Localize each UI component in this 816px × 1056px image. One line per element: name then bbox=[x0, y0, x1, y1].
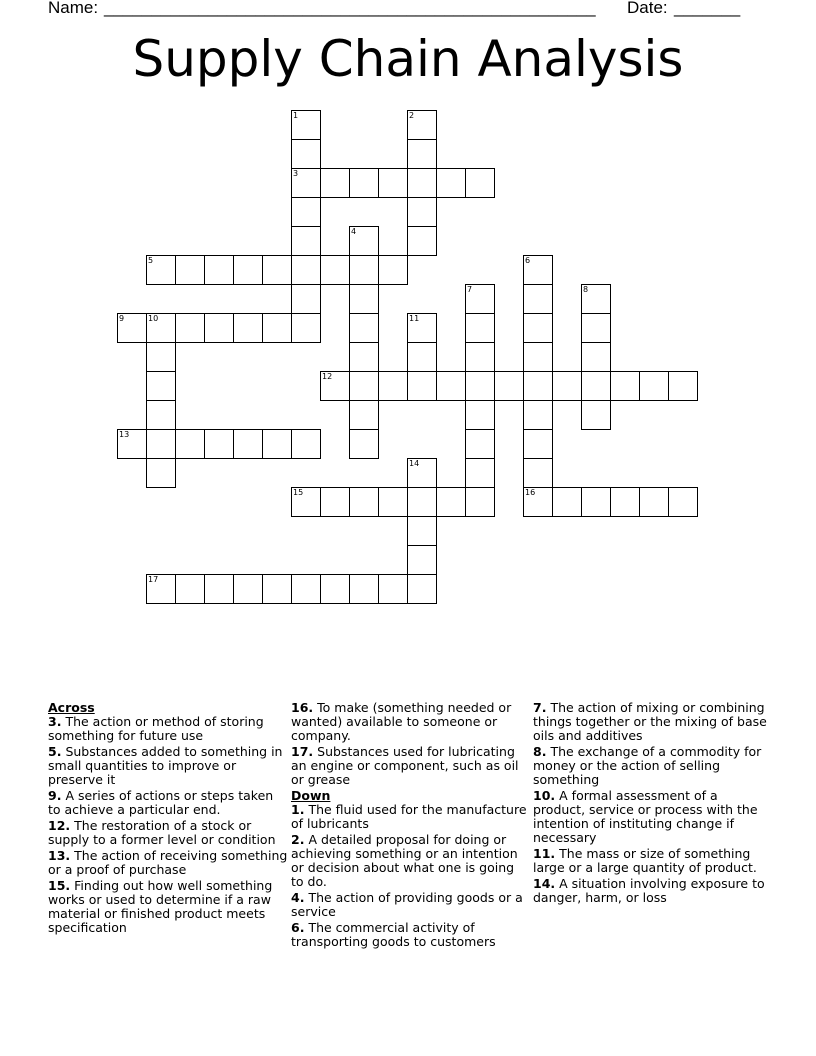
grid-cell[interactable] bbox=[117, 429, 147, 459]
clue-number: 9 bbox=[119, 314, 125, 323]
grid-cell[interactable] bbox=[291, 429, 321, 459]
grid-cell[interactable] bbox=[233, 313, 263, 343]
grid-cell[interactable] bbox=[581, 284, 611, 314]
clue-down-4: 4. The action of providing goods or a service bbox=[291, 890, 523, 919]
grid-cell[interactable] bbox=[523, 313, 553, 343]
grid-cell[interactable] bbox=[639, 371, 669, 401]
grid-cell[interactable] bbox=[146, 342, 176, 372]
grid-cell[interactable] bbox=[465, 168, 495, 198]
clue-number: 17 bbox=[148, 575, 159, 584]
grid-cell[interactable] bbox=[610, 487, 640, 517]
grid-cell[interactable] bbox=[146, 313, 176, 343]
clue-across-3: 3. The action or method of storing something for future use bbox=[48, 714, 264, 743]
grid-cell[interactable] bbox=[523, 458, 553, 488]
grid-cell[interactable] bbox=[378, 168, 408, 198]
grid-cell[interactable] bbox=[291, 139, 321, 169]
grid-cell[interactable] bbox=[233, 429, 263, 459]
grid-cell[interactable] bbox=[175, 255, 205, 285]
name-label: Name: bbox=[48, 0, 99, 17]
grid-cell[interactable] bbox=[320, 255, 350, 285]
clue-across-16: 16. To make (something needed or wanted) available to someone or company. bbox=[291, 700, 512, 743]
grid-cell[interactable] bbox=[436, 168, 466, 198]
grid-cell[interactable] bbox=[581, 487, 611, 517]
clue-number: 10 bbox=[148, 314, 159, 323]
clue-column-2 bbox=[291, 701, 527, 951]
grid-cell[interactable] bbox=[291, 168, 321, 198]
clue-across-12: 12. The restoration of a stock or supply to a former level or condition bbox=[48, 818, 276, 847]
grid-cell[interactable] bbox=[262, 574, 292, 604]
grid-cell[interactable] bbox=[610, 371, 640, 401]
grid-cell[interactable] bbox=[407, 168, 437, 198]
grid-cell[interactable] bbox=[320, 574, 350, 604]
across-heading: Across bbox=[48, 700, 95, 715]
grid-cell[interactable] bbox=[581, 371, 611, 401]
grid-cell[interactable] bbox=[349, 371, 379, 401]
grid-cell[interactable] bbox=[639, 487, 669, 517]
grid-cell[interactable] bbox=[407, 342, 437, 372]
grid-cell[interactable] bbox=[523, 342, 553, 372]
clue-number: 6 bbox=[525, 256, 531, 265]
clue-number: 16 bbox=[525, 488, 536, 497]
clue-down-11: 11. The mass or size of something large or a large quantity of product. bbox=[533, 846, 757, 875]
clue-number: 14 bbox=[409, 459, 420, 468]
clue-number: 11 bbox=[409, 314, 420, 323]
clue-number: 5 bbox=[148, 256, 154, 265]
grid-cell[interactable] bbox=[523, 429, 553, 459]
grid-cell[interactable] bbox=[233, 574, 263, 604]
puzzle-title: Supply Chain Analysis bbox=[132, 30, 684, 88]
grid-cell[interactable] bbox=[407, 139, 437, 169]
grid-cell[interactable] bbox=[407, 458, 437, 488]
grid-cell[interactable] bbox=[349, 429, 379, 459]
grid-cell[interactable] bbox=[523, 400, 553, 430]
grid-cell[interactable] bbox=[349, 168, 379, 198]
grid-cell[interactable] bbox=[262, 429, 292, 459]
grid-cell[interactable] bbox=[233, 255, 263, 285]
date-line[interactable]: _______ bbox=[674, 0, 741, 17]
grid-cell[interactable] bbox=[204, 429, 234, 459]
grid-cell[interactable] bbox=[465, 313, 495, 343]
clue-number: 2 bbox=[409, 111, 415, 120]
grid-cell[interactable] bbox=[291, 313, 321, 343]
grid-cell[interactable] bbox=[407, 313, 437, 343]
grid-cell[interactable] bbox=[407, 516, 437, 546]
grid-cell[interactable] bbox=[146, 371, 176, 401]
grid-cell[interactable] bbox=[465, 284, 495, 314]
grid-cell[interactable] bbox=[552, 371, 582, 401]
grid-cell[interactable] bbox=[204, 574, 234, 604]
grid-cell[interactable] bbox=[291, 197, 321, 227]
grid-cell[interactable] bbox=[465, 400, 495, 430]
grid-cell[interactable] bbox=[146, 255, 176, 285]
clue-number: 7 bbox=[467, 285, 473, 294]
clue-number: 4 bbox=[351, 227, 357, 236]
grid-cell[interactable] bbox=[523, 371, 553, 401]
grid-cell[interactable] bbox=[175, 429, 205, 459]
grid-cell[interactable] bbox=[465, 487, 495, 517]
grid-cell[interactable] bbox=[581, 313, 611, 343]
grid-cell[interactable] bbox=[407, 574, 437, 604]
grid-cell[interactable] bbox=[349, 255, 379, 285]
grid-cell[interactable] bbox=[262, 255, 292, 285]
grid-cell[interactable] bbox=[523, 255, 553, 285]
grid-cell[interactable] bbox=[349, 313, 379, 343]
grid-cell[interactable] bbox=[465, 371, 495, 401]
clue-number: 8 bbox=[583, 285, 589, 294]
grid-cell[interactable] bbox=[262, 313, 292, 343]
grid-cell[interactable] bbox=[291, 226, 321, 256]
clue-column-3 bbox=[533, 701, 773, 907]
grid-cell[interactable] bbox=[175, 313, 205, 343]
grid-cell[interactable] bbox=[320, 371, 350, 401]
clue-down-8: 8. The exchange of a commodity for money or the action of selling something bbox=[533, 744, 762, 787]
grid-cell[interactable] bbox=[407, 545, 437, 575]
grid-cell[interactable] bbox=[291, 487, 321, 517]
clue-column-1 bbox=[48, 701, 288, 937]
grid-cell[interactable] bbox=[407, 487, 437, 517]
clue-down-1: 1. The fluid used for the manufacture of lubricants bbox=[291, 802, 527, 831]
grid-cell[interactable] bbox=[204, 313, 234, 343]
grid-cell[interactable] bbox=[204, 255, 234, 285]
grid-cell[interactable] bbox=[436, 487, 466, 517]
grid-cell[interactable] bbox=[349, 574, 379, 604]
grid-cell[interactable] bbox=[146, 574, 176, 604]
grid-cell[interactable] bbox=[465, 342, 495, 372]
grid-cell[interactable] bbox=[349, 400, 379, 430]
grid-cell[interactable] bbox=[552, 487, 582, 517]
grid-cell[interactable] bbox=[407, 371, 437, 401]
clue-number: 3 bbox=[293, 169, 299, 178]
clue-down-14: 14. A situation involving exposure to danger, harm, or loss bbox=[533, 876, 765, 905]
grid-cell[interactable] bbox=[581, 342, 611, 372]
grid-cell[interactable] bbox=[146, 400, 176, 430]
grid-cell[interactable] bbox=[668, 487, 698, 517]
grid-cell[interactable] bbox=[378, 255, 408, 285]
grid-cell[interactable] bbox=[378, 371, 408, 401]
grid-cell[interactable] bbox=[291, 110, 321, 140]
grid-cell[interactable] bbox=[407, 226, 437, 256]
clue-number: 1 bbox=[293, 111, 299, 120]
down-heading: Down bbox=[291, 788, 331, 803]
grid-cell[interactable] bbox=[320, 168, 350, 198]
grid-cell[interactable] bbox=[146, 458, 176, 488]
grid-cell[interactable] bbox=[581, 400, 611, 430]
clue-across-5: 5. Substances added to something in small quantities to improve or preserve it bbox=[48, 744, 283, 787]
grid-cell[interactable] bbox=[349, 226, 379, 256]
grid-cell[interactable] bbox=[407, 197, 437, 227]
grid-cell[interactable] bbox=[146, 429, 176, 459]
grid-cell[interactable] bbox=[117, 313, 147, 343]
grid-cell[interactable] bbox=[291, 574, 321, 604]
grid-cell[interactable] bbox=[494, 371, 524, 401]
grid-cell[interactable] bbox=[378, 574, 408, 604]
grid-cell[interactable] bbox=[291, 284, 321, 314]
grid-cell[interactable] bbox=[523, 487, 553, 517]
clue-across-13: 13. The action of receiving something or a proof of purchase bbox=[48, 848, 288, 877]
clue-across-17: 17. Substances used for lubricating an engine or component, such as oil or grease bbox=[291, 744, 519, 787]
clue-across-15: 15. Finding out how well something works or used to determine if a raw material or finished product meets specification bbox=[48, 878, 273, 935]
grid-cell[interactable] bbox=[436, 371, 466, 401]
grid-cell[interactable] bbox=[349, 284, 379, 314]
grid-cell[interactable] bbox=[523, 284, 553, 314]
grid-cell[interactable] bbox=[349, 342, 379, 372]
date-label: Date: bbox=[627, 0, 668, 17]
grid-cell[interactable] bbox=[407, 110, 437, 140]
clue-down-10: 10. A formal assessment of a product, service or process with the intention of instituting change if necessary bbox=[533, 788, 758, 845]
clue-down-6: 6. The commercial activity of transporting goods to customers bbox=[291, 920, 496, 949]
grid-cell[interactable] bbox=[349, 487, 379, 517]
clue-down-7: 7. The action of mixing or combining things together or the mixing of base oils and additives bbox=[533, 700, 767, 743]
grid-cell[interactable] bbox=[465, 429, 495, 459]
grid-cell[interactable] bbox=[291, 255, 321, 285]
name-line[interactable]: ____________________________________________________ bbox=[104, 0, 596, 17]
grid-cell[interactable] bbox=[378, 487, 408, 517]
grid-cell[interactable] bbox=[175, 574, 205, 604]
clue-across-9: 9. A series of actions or steps taken to achieve a particular end. bbox=[48, 788, 274, 817]
clue-number: 12 bbox=[322, 372, 333, 381]
clue-number: 15 bbox=[293, 488, 304, 497]
clue-down-2: 2. A detailed proposal for doing or achieving something or an intention or decision about what one is going to do. bbox=[291, 832, 518, 889]
grid-cell[interactable] bbox=[465, 458, 495, 488]
grid-cell[interactable] bbox=[320, 487, 350, 517]
grid-cell[interactable] bbox=[668, 371, 698, 401]
clue-number: 13 bbox=[119, 430, 130, 439]
